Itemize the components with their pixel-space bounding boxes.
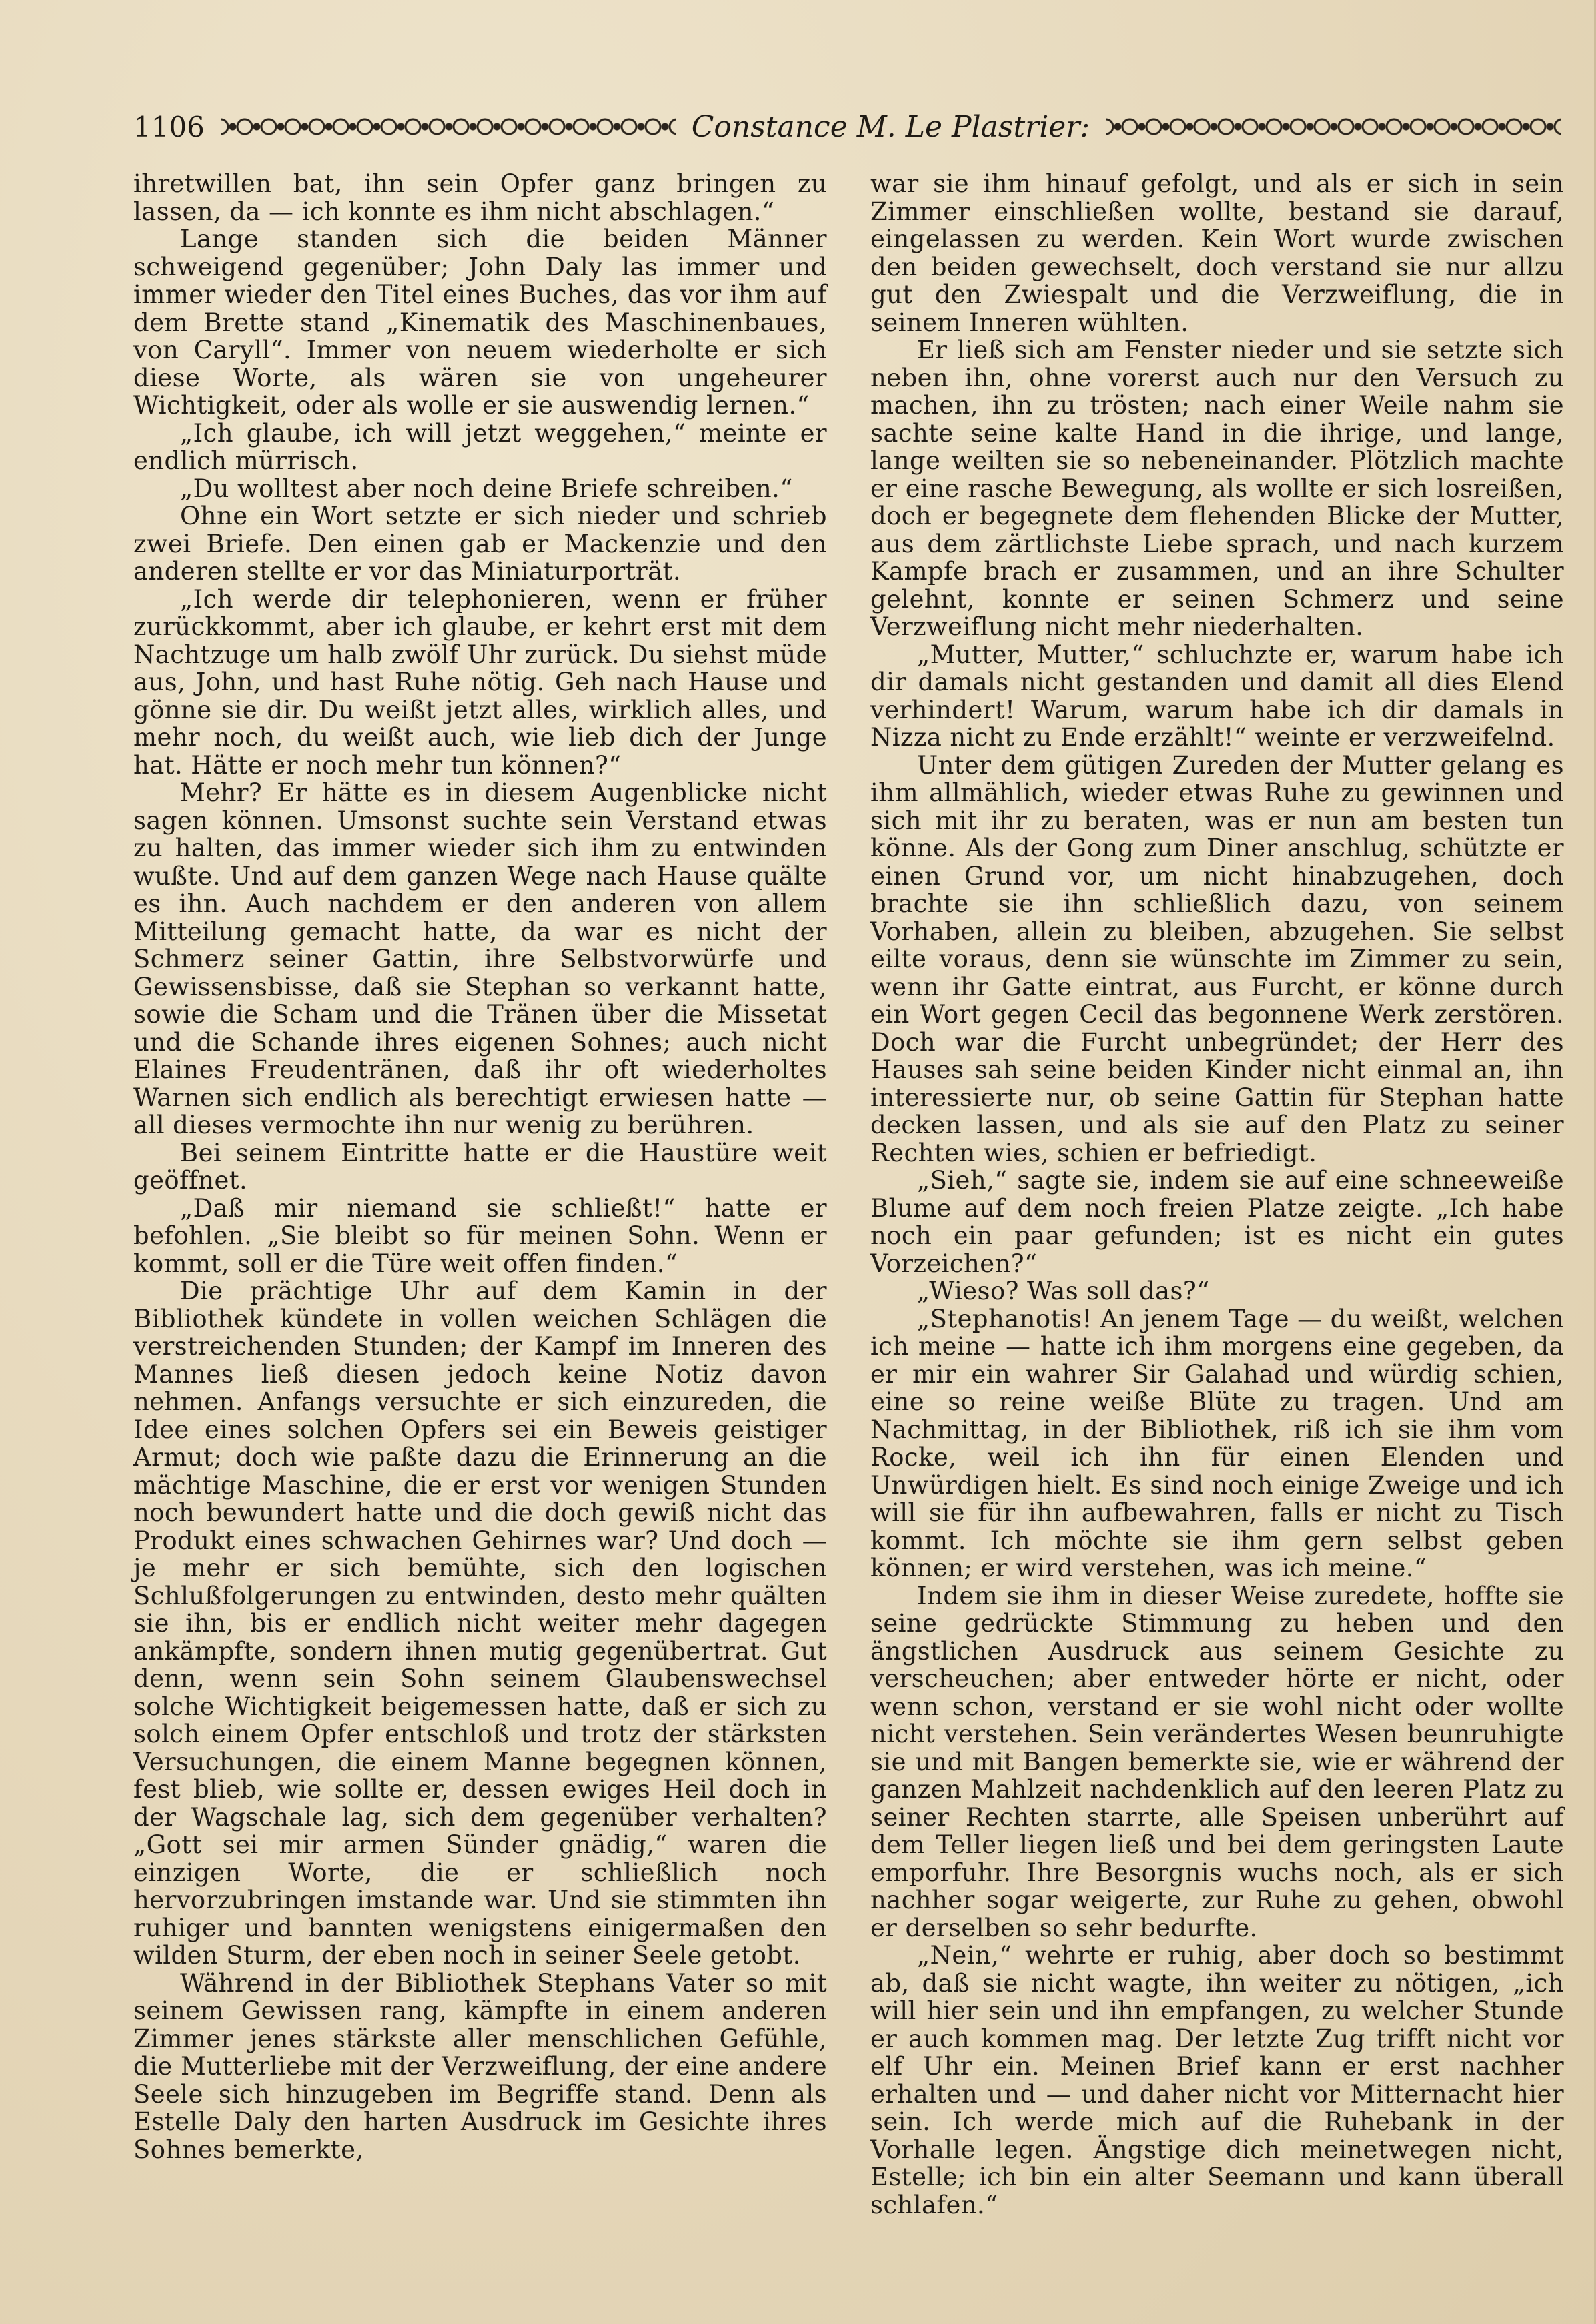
paragraph: Unter dem gütigen Zureden der Mutter gelang es ihm allmählich, wieder etwas Ruhe zu gewinnen und sich mit ihr zu beraten, was er nun am besten tun könne. Als der Gong zum Diner anschlug, schützte er einen Grund vor, um nicht hinabzugehen, doch brachte sie ihn schließlich dazu, von seinem Vorhaben, allein zu bleiben, abzugehen. Sie selbst eilte voraus, denn sie wünschte im Zimmer zu sein, wenn ihr Gatte eintrat, aus Furcht, er könne durch ein Wort gegen Cecil das begonnene Werk zerstören. Doch war die Furcht unbegründet; der Herr des Hauses sah seine beiden Kinder nicht einmal an, ihn interessierte nur, ob seine Gattin für Stephan hatte decken lassen, und als sie auf den Platz zu seiner Rechten wies, schien er befriedigt.: [870, 750, 1564, 1167]
left-column: [133, 170, 827, 2163]
paragraph: „Wieso? Was soll das?“: [917, 1277, 1210, 1305]
paragraph: „Nein,“ wehrte er ruhig, aber doch so bestimmt ab, daß sie nicht wagte, ihn weiter zu nötigen, „ich will hier sein und ihn empfangen, zu welcher Stunde er auch kommen mag. Der letzte Zug trifft nicht vor elf Uhr ein. Meinen Brief kann er erst nachher erhalten und — und daher nicht vor Mitternacht hier sein. Ich werde mich auf die Ruhebank in der Vorhalle legen. Ängstige dich meinetwegen nicht, Estelle; ich bin ein alter Seemann und kann überall schlafen.“: [870, 1941, 1564, 2219]
paragraph: „Du wolltest aber noch deine Briefe schreiben.“: [180, 474, 793, 503]
paragraph: „Ich werde dir telephonieren, wenn er früher zurückkommt, aber ich glaube, er kehrt erst mit dem Nachtzuge um halb zwölf Uhr zurück. Du siehst müde aus, John, und hast Ruhe nötig. Geh nach Hause und gönne sie dir. Du weißt jetzt alles, wirklich alles, und mehr noch, du weißt auch, wie lieb dich der Junge hat. Hätte er noch mehr tun können?“: [133, 584, 827, 780]
ornament-left: [221, 118, 676, 135]
paragraph: Ohne ein Wort setzte er sich nieder und schrieb zwei Briefe. Den einen gab er Mackenzie und den anderen stellte er vor das Miniaturporträt.: [133, 502, 827, 586]
paragraph: „Ich glaube, ich will jetzt weggehen,“ meinte er endlich mürrisch.: [133, 418, 827, 475]
page-header: [133, 100, 1561, 153]
paragraph: „Stephanotis! An jenem Tage — du weißt, welchen ich meine — hatte ich ihm morgens eine gegeben, da er mir ein wahrer Sir Galahad und würdig schien, eine so reine weiße Blüte zu tragen. Und am Nachmittag, in der Bibliothek, riß ich sie ihm vom Rocke, weil ich ihn für einen Elenden und Unwürdigen hielt. Es sind noch einige Zweige und ich will sie für ihn aufbewahren, falls er nicht zu Tisch kommt. Ich möchte sie ihm gern selbst geben können; er wird verstehen, was ich meine.“: [870, 1304, 1564, 1582]
ornament-right: [1106, 118, 1561, 135]
paragraph: „Sieh,“ sagte sie, indem sie auf eine schneeweiße Blume auf dem noch freien Platze zeigte. „Ich habe noch ein paar gefunden; ist es nicht ein gutes Vorzeichen?“: [870, 1166, 1564, 1278]
paragraph: war sie ihm hinauf gefolgt, und als er sich in sein Zimmer einschließen wollte, bestand sie darauf, eingelassen zu werden. Kein Wort wurde zwischen den beiden gewechselt, doch verstand sie nur allzu gut den Zwiespalt und die Verzweiflung, die in seinem Inneren wühlten.: [870, 169, 1564, 337]
paragraph: Mehr? Er hätte es in diesem Augenblicke nicht sagen können. Umsonst suchte sein Verstand etwas zu halten, das immer wieder sich ihm zu entwinden wußte. Und auf dem ganzen Wege nach Hause quälte es ihn. Auch nachdem er den anderen von allem Mitteilung gemacht hatte, da war es nicht der Schmerz seiner Gattin, ihre Selbstvorwürfe und Gewissensbisse, daß sie Stephan so verkannt hatte, sowie die Scham und die Tränen über die Missetat und die Schande ihres eigenen Sohnes; auch nicht Elaines Freudentränen, daß ihr oft wiederholtes Warnen sich endlich als berechtigt erwiesen hatte — all dieses vermochte ihn nur wenig zu berühren.: [133, 778, 827, 1139]
paragraph: Während in der Bibliothek Stephans Vater so mit seinem Gewissen rang, kämpfte in einem anderen Zimmer jenes stärkste aller menschlichen Gefühle, die Mutterliebe mit der Verzweiflung, der eine andere Seele sich hinzugeben im Begriffe stand. Denn als Estelle Daly den harten Ausdruck im Gesichte ihres Sohnes bemerkte,: [133, 1968, 827, 2164]
running-title: Constance M. Le Plastrier:: [691, 109, 1090, 144]
paragraph: „Daß mir niemand sie schließt!“ hatte er befohlen. „Sie bleibt so für meinen Sohn. Wenn er kommt, soll er die Türe weit offen finden.“: [133, 1193, 827, 1278]
paragraph: Lange standen sich die beiden Männer schweigend gegenüber; John Daly las immer und immer wieder den Titel eines Buches, das vor ihm auf dem Brette stand „Kinematik des Maschinenbaues, von Caryll“. Immer von neuem wiederholte er sich diese Worte, als wären sie von ungeheurer Wichtigkeit, oder als wolle er sie auswendig lernen.“: [133, 225, 827, 420]
page-number: 1106: [133, 110, 205, 143]
paragraph: ihretwillen bat, ihn sein Opfer ganz bringen zu lassen, da — ich konnte es ihm nicht abschlagen.“: [133, 169, 827, 226]
paragraph: Indem sie ihm in dieser Weise zuredete, hoffte sie seine gedrückte Stimmung zu heben und den ängstlichen Ausdruck aus seinem Gesichte zu verscheuchen; aber entweder hörte er nicht, oder wenn schon, verstand er sie wohl nicht oder wollte nicht verstehen. Sein verändertes Wesen beunruhigte sie und mit Bangen bemerkte sie, wie er während der ganzen Mahlzeit nachdenklich auf den leeren Platz zu seiner Rechten starrte, alle Speisen unberührt auf dem Teller liegen ließ und bei dem geringsten Laute emporfuhr. Ihre Besorgnis wuchs noch, als er sich nachher sogar weigerte, zur Ruhe zu gehen, obwohl er derselben so sehr bedurfte.: [870, 1581, 1564, 1942]
paragraph: „Mutter, Mutter,“ schluchzte er, warum habe ich dir damals nicht gestanden und damit all dies Elend verhindert! Warum, warum habe ich dir damals in Nizza nicht zu Ende erzählt!“ weinte er verzweifelnd.: [870, 640, 1564, 752]
right-column: [870, 170, 1564, 2219]
paragraph: Bei seinem Eintritte hatte er die Haustüre weit geöffnet.: [133, 1138, 827, 1195]
paragraph: Die prächtige Uhr auf dem Kamin in der Bibliothek kündete in vollen weichen Schlägen die verstreichenden Stunden; der Kampf im Inneren des Mannes ließ diesen jedoch keine Notiz davon nehmen. Anfangs versuchte er sich einzureden, die Idee eines solchen Opfers sei ein Beweis geistiger Armut; doch wie paßte dazu die Erinnerung an die mächtige Maschine, die er erst vor wenigen Stunden noch bewundert hatte und die doch gewiß nicht das Produkt eines schwachen Gehirnes war? Und doch — je mehr er sich bemühte, sich den logischen Schlußfolgerungen zu entwinden, desto mehr quälten sie ihn, bis er endlich nicht weiter mehr dagegen ankämpfte, sondern ihnen mutig gegenübertrat. Gut denn, wenn sein Sohn seinem Glaubenswechsel solche Wichtigkeit beigemessen hatte, daß er sich zu solch einem Opfer entschloß und trotz der stärksten Versuchungen, die einem Manne begegnen können, fest blieb, wie sollte er, dessen ewiges Heil doch in der Wagschale lag, sich dem gegenüber verhalten? „Gott sei mir armen Sünder gnädig,“ waren die einzigen Worte, die er schließlich noch hervorzubringen imstande war. Und sie stimmten ihn ruhiger und bannten wenigstens einigermaßen den wilden Sturm, der eben noch in seiner Seele getobt.: [133, 1277, 827, 1970]
paragraph: Er ließ sich am Fenster nieder und sie setzte sich neben ihn, ohne vorerst auch nur den Versuch zu machen, ihn zu trösten; nach einer Weile nahm sie sachte seine kalte Hand in die ihrige, und lange, lange weilten sie so nebeneinander. Plötzlich machte er eine rasche Bewegung, als wollte er sich losreißen, doch er begegnete dem flehenden Blicke der Mutter, aus dem zärtlichste Liebe sprach, und nach kurzem Kampfe brach er zusammen, und an ihre Schulter gelehnt, konnte er seinen Schmerz und seine Verzweiflung nicht mehr niederhalten.: [870, 336, 1564, 641]
